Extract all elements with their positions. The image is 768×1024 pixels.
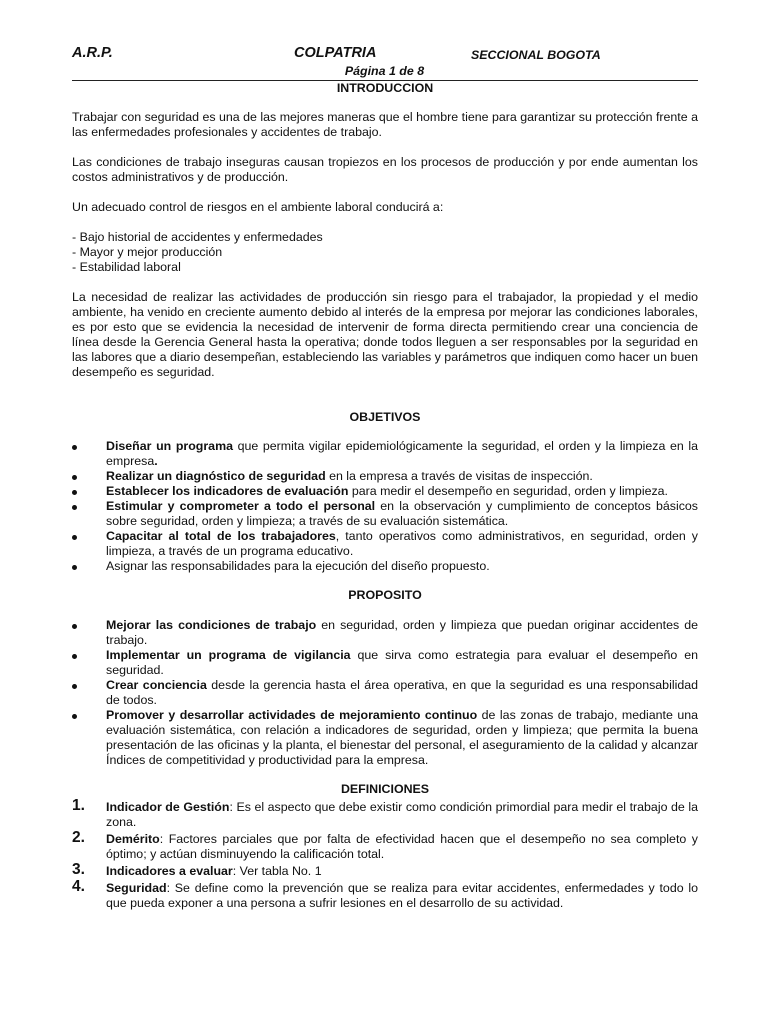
- definicion-text: : Ver tabla No. 1: [232, 864, 322, 878]
- objetivo-text: que permita vigilar epidemiológicamente la seguridad, el orden y la limpieza en la empresa: [106, 439, 698, 468]
- objetivo-text: en la observación y cumplimiento de conceptos básicos sobre seguridad, orden y limpieza; a través de su evaluación sistemática.: [106, 499, 698, 528]
- proposito-text: que sirva como estrategia para evaluar el desempeño en seguridad.: [106, 648, 698, 677]
- header-branch: SECCIONAL BOGOTA: [471, 48, 601, 62]
- intro-paragraph-2: Las condiciones de trabajo inseguras causan tropiezos en los procesos de producción y por ende aumentan los costos administrativos y de producción.: [72, 155, 698, 184]
- objetivo-item: [72, 559, 698, 574]
- definicion-item: [72, 797, 698, 830]
- proposito-text: en seguridad, orden y limpieza que puedan originar accidentes de trabajo.: [106, 618, 698, 647]
- bullet-icon: [72, 505, 77, 510]
- proposito-item: [72, 678, 698, 708]
- intro-list-item: - Mayor y mejor producción: [72, 245, 223, 259]
- proposito-bold: Mejorar las condiciones de trabajo: [106, 618, 317, 632]
- document-body: [72, 81, 698, 913]
- intro-paragraph-3: Un adecuado control de riesgos en el ambiente laboral conducirá a:: [72, 200, 444, 214]
- proposito-title: PROPOSITO: [348, 588, 422, 602]
- page-number: Página 1 de 8: [344, 64, 425, 78]
- intro-list-item: - Bajo historial de accidentes y enfermedades: [72, 230, 323, 244]
- objetivo-item: [72, 529, 698, 559]
- intro-list-item: - Estabilidad laboral: [72, 260, 181, 274]
- bullet-icon: [72, 475, 77, 480]
- definicion-item: [72, 861, 698, 879]
- objetivos-list: [72, 439, 698, 574]
- definicion-text: : Factores parciales que por falta de efectividad hacen que el desempeño no sea completo y óptimo; y actúan disminuyendo la calificación total.: [106, 832, 698, 861]
- intro-list: [72, 230, 698, 275]
- intro-title: INTRODUCCION: [336, 81, 434, 95]
- objetivo-text: en la empresa a través de visitas de inspección.: [325, 469, 593, 483]
- definicion-number: 3.: [72, 861, 85, 878]
- header-company: COLPATRIA: [294, 45, 377, 61]
- definicion-term: Demérito: [106, 832, 160, 846]
- objetivo-bold: Establecer los indicadores de evaluación: [106, 484, 349, 498]
- proposito-item: [72, 618, 698, 648]
- objetivo-text: para medir el desempeño en seguridad, orden y limpieza.: [348, 484, 668, 498]
- bullet-icon: [72, 565, 77, 570]
- definicion-number: 1.: [72, 797, 85, 814]
- page-header: [72, 46, 697, 66]
- definicion-term: Indicadores a evaluar: [106, 864, 233, 878]
- proposito-text: de las zonas de trabajo, mediante una evaluación sistemática, con relación a indicadores de seguridad, orden y limpieza; que permita la buena presentación de las oficinas y la planta, el bienestar del personal, el aseguramiento de la calidad y alcanzar Índices de competitividad y productividad para la empresa.: [106, 708, 698, 767]
- bullet-icon: [72, 654, 77, 659]
- header-arp: A.R.P.: [72, 45, 113, 61]
- objetivo-tail: .: [154, 454, 158, 468]
- definicion-text: : Se define como la prevención que se realiza para evitar accidentes, enfermedades y todo lo que pueda exponer a una persona a sufrir lesiones en el desarrollo de su actividad.: [106, 881, 698, 910]
- proposito-bold: Implementar un programa de vigilancia: [106, 648, 351, 662]
- proposito-list: [72, 618, 698, 768]
- objetivos-title: OBJETIVOS: [349, 410, 421, 424]
- objetivo-text: , tanto operativos como administrativos, en seguridad, orden y limpieza, a través de un programa educativo.: [106, 529, 698, 558]
- definiciones-title: DEFINICIONES: [340, 782, 430, 796]
- definicion-term: Seguridad: [106, 881, 167, 895]
- bullet-icon: [72, 714, 77, 719]
- bullet-icon: [72, 445, 77, 450]
- proposito-bold: Promover y desarrollar actividades de mejoramiento continuo: [106, 708, 478, 722]
- objetivo-bold: Capacitar al total de los trabajadores: [106, 529, 336, 543]
- proposito-item: [72, 708, 698, 768]
- definicion-term: Indicador de Gestión: [106, 800, 230, 814]
- objetivo-bold: Realizar un diagnóstico de seguridad: [106, 469, 326, 483]
- objetivo-item: [72, 439, 698, 469]
- objetivo-bold: Estimular y comprometer a todo el personal: [106, 499, 376, 513]
- bullet-icon: [72, 490, 77, 495]
- definicion-item: [72, 829, 698, 862]
- definicion-number: 4.: [72, 878, 85, 895]
- definiciones-list: [72, 797, 698, 911]
- bullet-icon: [72, 684, 77, 689]
- definicion-item: [72, 878, 698, 911]
- intro-paragraph-1: Trabajar con seguridad es una de las mejores maneras que el hombre tiene para garantizar su protección frente a las enfermedades profesionales y accidentes de trabajo.: [72, 110, 698, 139]
- bullet-icon: [72, 624, 77, 629]
- objetivo-bold: Diseñar un programa: [106, 439, 233, 453]
- objetivo-item: [72, 499, 698, 529]
- proposito-text: desde la gerencia hasta el área operativa, en que la seguridad es una responsabilidad de todos.: [106, 678, 698, 707]
- bullet-icon: [72, 535, 77, 540]
- objetivo-text: Asignar las responsabilidades para la ejecución del diseño propuesto.: [106, 559, 490, 573]
- intro-paragraph-4: La necesidad de realizar las actividades de producción sin riesgo para el trabajador, la propiedad y el medio ambiente, ha venido en creciente aumento debido al interés de la empresa por mejorar las condiciones laborales, es por esto que se evidencia la necesidad de intervenir de forma directa permitiendo crear una conciencia de línea desde la Gerencia General hasta la operativa; donde todos lleguen a ser responsables por la seguridad en las labores que a diario desempeñan, estableciendo las variables y parámetros que indiquen como hacer un buen desempeño es seguridad.: [72, 290, 698, 379]
- definicion-text: : Es el aspecto que debe existir como condición primordial para medir el trabajo de la zona.: [106, 800, 698, 829]
- objetivo-item: [72, 484, 698, 499]
- definicion-number: 2.: [72, 829, 85, 846]
- objetivo-item: [72, 469, 698, 484]
- proposito-bold: Crear conciencia: [106, 678, 207, 692]
- proposito-item: [72, 648, 698, 678]
